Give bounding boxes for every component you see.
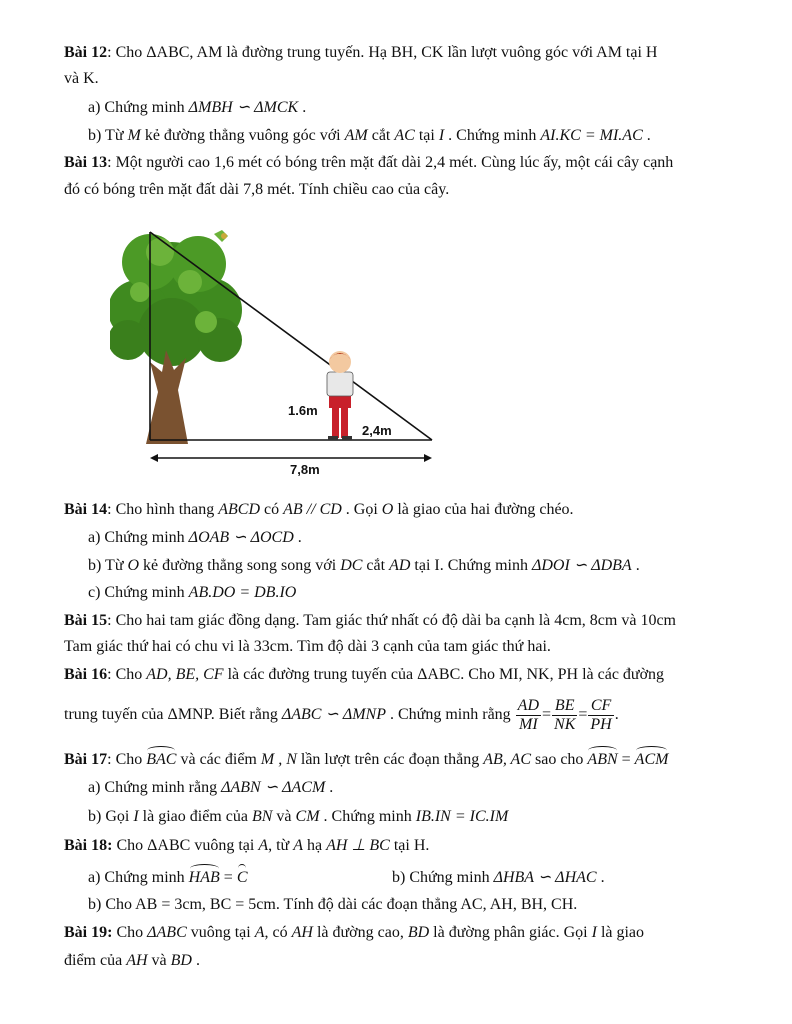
tree-shadow-figure bbox=[110, 222, 450, 482]
b18-part-b2: b) Cho AB = 3cm, BC = 5cm. Tính độ dài các đoạn thẳng AC, AH, BH, CH. bbox=[88, 896, 578, 913]
b15-line2: Tam giác thứ hai có chu vi là 33cm. Tìm độ dài 3 cạnh của tam giác thứ hai. bbox=[64, 638, 551, 655]
b13-line2: đó có bóng trên mặt đất dài 7,8 mét. Tính chiều cao của cây. bbox=[64, 181, 450, 198]
angle-acm: ACM bbox=[635, 749, 669, 771]
fraction-ad-mi: $\frac{AD}{MI}$ bbox=[517, 696, 539, 733]
b16-line1: Bài 16: Cho AD, BE, CF là các đường trung tuyến của ΔABC. Cho MI, NK, PH là các đường bbox=[64, 666, 665, 683]
b12-part-a: a) Chứng minh ΔMBH ∽ ΔMCK . bbox=[88, 99, 307, 116]
label-person-shadow: 2,4m bbox=[362, 423, 392, 438]
fraction-be-nk: $\frac{BE}{NK}$ bbox=[554, 696, 576, 733]
b16-line2: trung tuyến của ΔMNP. Biết rằng ΔABC ∽ ΔMNP . Chứng minh rằng $\frac{AD}{MI}$ = $\frac{BE}{NK}$ = $\frac{CF}{PH}$ . bbox=[64, 696, 619, 733]
b17-part-a: a) Chứng minh rằng ΔABN ∽ ΔACM . bbox=[88, 779, 334, 796]
angle-c: C bbox=[237, 867, 248, 889]
b12-line2: và K. bbox=[64, 70, 99, 87]
arrow-right-icon bbox=[424, 454, 432, 462]
b13-label: Bài 13 bbox=[64, 154, 108, 171]
bird-icon bbox=[214, 230, 228, 242]
person-figure bbox=[327, 351, 353, 440]
angle-abn: ABN bbox=[587, 749, 617, 771]
b18-part-b1: b) Chứng minh ΔHBA ∽ ΔHAC . bbox=[392, 869, 605, 886]
b19-line2: điểm của AH và BD . bbox=[64, 952, 200, 969]
arrow-left-icon bbox=[150, 454, 158, 462]
b14-line1: Bài 14: Cho hình thang ABCD có AB // CD . Gọi O là giao của hai đường chéo. bbox=[64, 501, 574, 518]
b14-part-c: c) Chứng minh AB.DO = DB.IO bbox=[88, 584, 297, 601]
b12-label: Bài 12 bbox=[64, 44, 108, 61]
b17-line1: Bài 17: Cho BAC và các điểm M , N lần lượt trên các đoạn thẳng AB, AC sao cho ABN = ACM bbox=[64, 749, 668, 771]
angle-bac: BAC bbox=[146, 749, 176, 771]
label-tree-shadow: 7,8m bbox=[290, 462, 320, 477]
b15-line1: Bài 15: Cho hai tam giác đồng dạng. Tam giác thứ nhất có độ dài ba cạnh là 4cm, 8cm và 10cm bbox=[64, 612, 676, 629]
fraction-cf-ph: $\frac{CF}{PH}$ bbox=[590, 696, 612, 733]
b12-text: : Cho ΔABC, AM là đường trung tuyến. Hạ BH, CK lần lượt vuông góc với AM tại H bbox=[107, 44, 658, 61]
b17-part-b: b) Gọi I là giao điểm của BN và CM . Chứng minh IB.IN = IC.IM bbox=[88, 808, 509, 825]
tree-foliage bbox=[110, 234, 242, 366]
angle-hab: HAB bbox=[189, 867, 220, 889]
label-person-height: 1.6m bbox=[288, 403, 318, 418]
tree-trunk bbox=[146, 350, 188, 444]
b18-line1: Bài 18: Cho ΔABC vuông tại A, từ A hạ AH ⊥ BC tại H. bbox=[64, 837, 430, 854]
b14-part-b: b) Từ O kẻ đường thẳng song song với DC cắt AD tại I. Chứng minh ΔDOI ∽ ΔDBA . bbox=[88, 557, 640, 574]
b12-part-b: b) Từ M kẻ đường thẳng vuông góc với AM cắt AC tại I . Chứng minh AI.KC = MI.AC . bbox=[88, 127, 651, 144]
b18-part-a: a) Chứng minh HAB = C bbox=[88, 867, 247, 889]
b14-part-a: a) Chứng minh ΔOAB ∽ ΔOCD . bbox=[88, 529, 302, 546]
b12-line1 bbox=[64, 42, 657, 64]
b19-line1: Bài 19: Cho ΔABC vuông tại A, có AH là đường cao, BD là đường phân giác. Gọi I là giao bbox=[64, 924, 645, 941]
b13-line1: Bài 13: Một người cao 1,6 mét có bóng trên mặt đất dài 2,4 mét. Cùng lúc ấy, một cái cây cạnh bbox=[64, 154, 674, 171]
